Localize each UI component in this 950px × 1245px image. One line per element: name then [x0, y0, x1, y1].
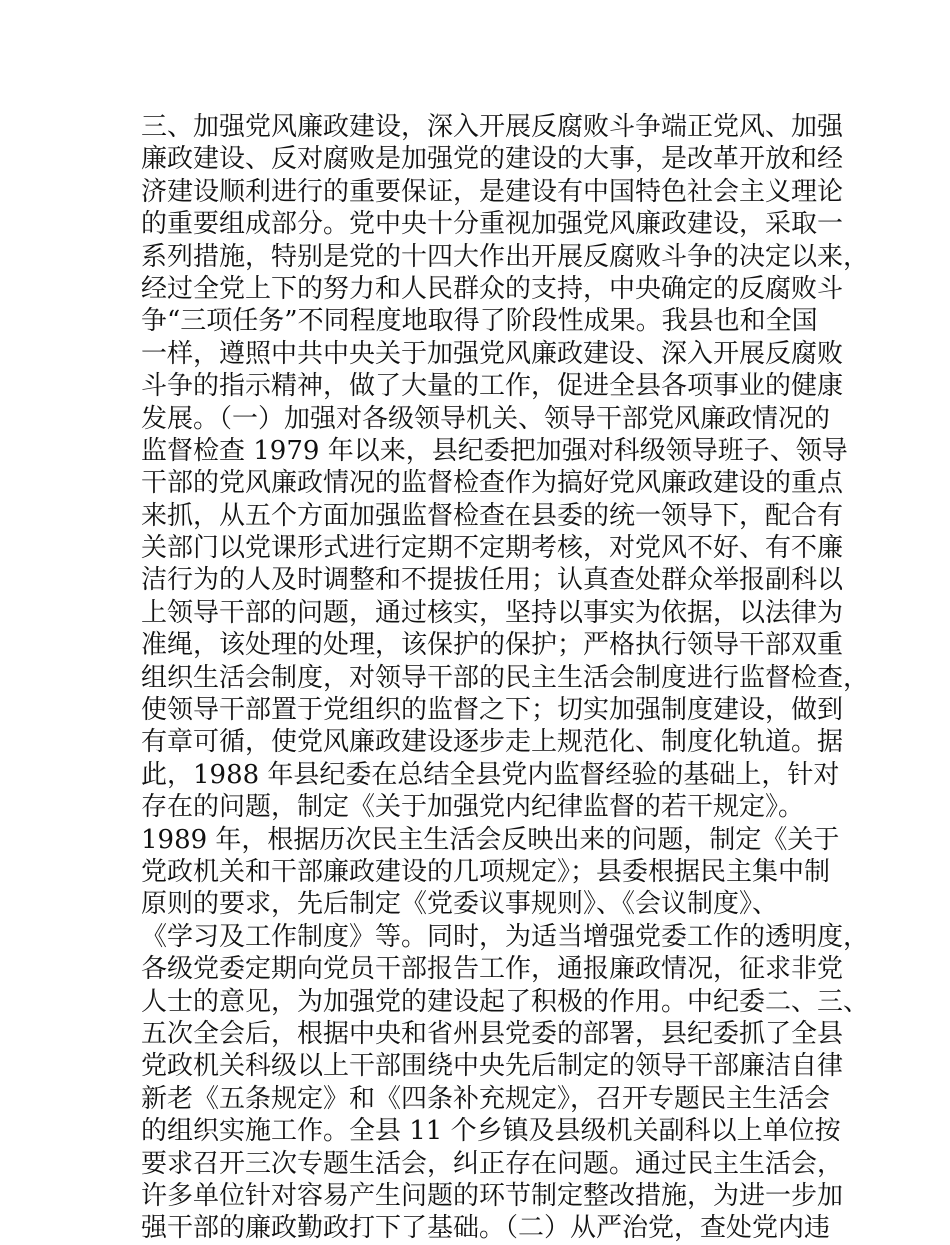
- text-line-18: 组织生活会制度，对领导干部的民主生活会制度进行监督检查，: [141, 662, 870, 693]
- text-line-13: 来抓，从五个方面加强监督检查在县委的统一领导下，配合有: [141, 500, 844, 531]
- text-line-16: 上领导干部的问题，通过核实，坚持以事实为依据，以法律为: [141, 597, 844, 628]
- text-line-31: 新老《五条规定》和《四条补充规定》，召开专题民主生活会: [141, 1083, 831, 1114]
- text-line-1: 三、加强党风廉政建设，深入开展反腐败斗争端正党风、加强: [141, 112, 844, 142]
- text-line-4: 的重要组成部分。党中央十分重视加强党风廉政建设，采取一: [141, 209, 844, 240]
- text-line-8: 一样，遵照中共中央关于加强党风廉政建设、深入开展反腐败: [141, 338, 844, 369]
- text-line-35: 强干部的廉政勤政打下了基础。（二）从严治党，查处党内违: [141, 1213, 831, 1244]
- text-line-15: 洁行为的人及时调整和不提拔任用；认真查处群众举报副科以: [141, 565, 844, 596]
- text-line-10: 发展。（一）加强对各级领导机关、领导干部党风廉政情况的: [141, 403, 831, 434]
- text-line-28: 人士的意见，为加强党的建设起了积极的作用。中纪委二、三、: [141, 986, 870, 1017]
- body-text: [141, 111, 870, 1245]
- text-line-23: 1989 年，根据历次民主生活会反映出来的问题，制定《关于: [141, 824, 840, 855]
- text-line-29: 五次全会后，根据中央和省州县党委的部署，县纪委抓了全县: [141, 1018, 844, 1049]
- text-line-17: 准绳，该处理的处理，该保护的保护；严格执行领导干部双重: [141, 630, 844, 661]
- text-line-34: 许多单位针对容易产生问题的环节制定整改措施，为进一步加: [141, 1180, 844, 1211]
- text-line-19: 使领导干部置于党组织的监督之下；切实加强制度建设，做到: [141, 695, 844, 726]
- text-line-7: 争“三项任务”不同程度地取得了阶段性成果。我县也和全国: [141, 306, 818, 337]
- text-line-22: 存在的问题，制定《关于加强党内纪律监督的若干规定》。: [141, 792, 805, 823]
- text-line-3: 济建设顺利进行的重要保证，是建设有中国特色社会主义理论: [141, 176, 844, 207]
- text-line-25: 原则的要求，先后制定《党委议事规则》、《会议制度》、: [141, 889, 779, 920]
- text-line-14: 关部门以党课形式进行定期不定期考核，对党风不好、有不廉: [141, 533, 844, 564]
- text-line-27: 各级党委定期向党员干部报告工作，通报廉政情况，征求非党: [141, 954, 844, 985]
- text-line-33: 要求召开三次专题生活会，纠正存在问题。通过民主生活会，: [141, 1148, 844, 1179]
- text-line-12: 干部的党风廉政情况的监督检查作为搞好党风廉政建设的重点: [141, 468, 844, 499]
- text-line-5: 系列措施，特别是党的十四大作出开展反腐败斗争的决定以来，: [141, 241, 870, 272]
- text-line-26: 《学习及工作制度》等。同时，为适当增强党委工作的透明度，: [141, 921, 870, 952]
- text-line-32: 的组织实施工作。全县 11 个乡镇及县级机关副科以上单位按: [141, 1116, 841, 1147]
- text-line-6: 经过全党上下的努力和人民群众的支持，中央确定的反腐败斗: [141, 273, 844, 304]
- text-line-2: 廉政建设、反对腐败是加强党的建设的大事，是改革开放和经: [141, 144, 844, 175]
- text-line-9: 斗争的指示精神，做了大量的工作，促进全县各项事业的健康: [141, 371, 844, 402]
- text-line-11: 监督检查 1979 年以来，县纪委把加强对科级领导班子、领导: [141, 435, 848, 466]
- text-line-21: 此，1988 年县纪委在总结全县党内监督经验的基础上，针对: [141, 759, 840, 790]
- text-line-20: 有章可循，使党风廉政建设逐步走上规范化、制度化轨道。据: [141, 727, 844, 758]
- text-line-24: 党政机关和干部廉政建设的几项规定》；县委根据民主集中制: [141, 856, 831, 887]
- text-line-30: 党政机关科级以上干部围绕中央先后制定的领导干部廉洁自律: [141, 1051, 844, 1082]
